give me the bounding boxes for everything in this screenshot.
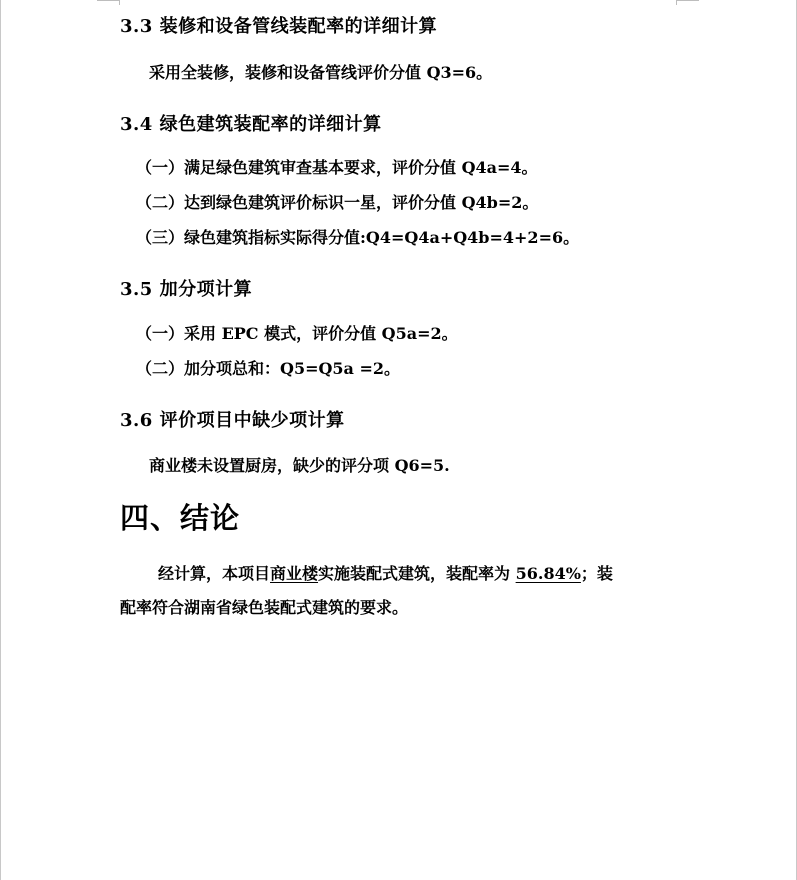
section-3-4-item-3: （三）绿色建筑指标实际得分值:Q4=Q4a+Q4b=4+2=6。: [136, 228, 580, 247]
conclusion-heading: 四、结论: [120, 501, 241, 535]
section-3-5-item-1: （一）采用 EPC 模式，评价分值 Q5a=2。: [136, 324, 458, 343]
section-3-5-item-2: （二）加分项总和：Q5=Q5a =2。: [136, 359, 401, 378]
margin-corner-mark-right: [676, 0, 699, 5]
assembly-rate: 56.84%: [515, 564, 581, 583]
conclusion-text-1: 经计算，本项目: [158, 564, 271, 583]
section-3-6-text: 商业楼未设置厨房，缺少的评分项 Q6=5.: [149, 456, 450, 475]
conclusion-paragraph-line-1: [158, 561, 613, 584]
conclusion-paragraph-line-2: 配率符合湖南省绿色装配式建筑的要求。: [120, 598, 409, 617]
margin-corner-mark-left: [97, 0, 120, 5]
section-heading-3-5: 3.5 加分项计算: [120, 279, 253, 300]
conclusion-text-2: 实施装配式建筑，装配率为: [318, 564, 516, 583]
section-3-3-text: 采用全装修，装修和设备管线评价分值 Q3=6。: [149, 63, 493, 82]
conclusion-text-3: ；装: [580, 564, 613, 583]
page-left-edge: [0, 0, 1, 880]
section-3-4-item-1: （一）满足绿色建筑审查基本要求，评价分值 Q4a=4。: [136, 158, 538, 177]
section-heading-3-6: 3.6 评价项目中缺少项计算: [120, 410, 345, 431]
section-heading-3-4: 3.4 绿色建筑装配率的详细计算: [120, 114, 382, 135]
section-3-4-item-2: （二）达到绿色建筑评价标识一星，评价分值 Q4b=2。: [136, 193, 539, 212]
section-heading-3-3: 3.3 装修和设备管线装配率的详细计算: [120, 16, 438, 37]
project-name: 商业楼: [270, 564, 319, 583]
